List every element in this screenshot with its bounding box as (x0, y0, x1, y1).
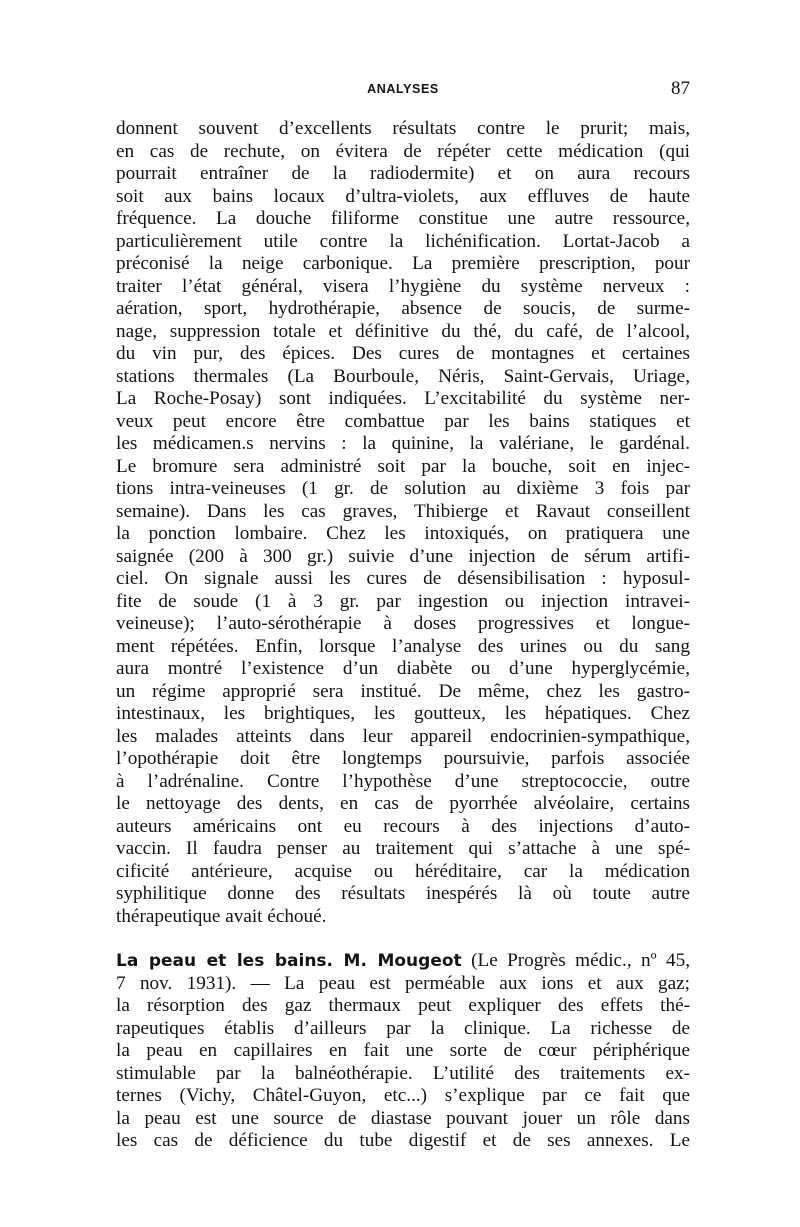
text-line: stimulable par la balnéothérapie. L’utilité des traitements ex- (116, 1062, 690, 1084)
body-text (116, 118, 690, 1153)
text-line: préconisé la neige carbonique. La première prescription, pour (116, 253, 690, 274)
text-line: 7 nov. 1931). — La peau est perméable aux ions et aux gaz; (116, 972, 690, 994)
text-line: rapeutiques établis d’ailleurs par la clinique. La richesse de (116, 1017, 690, 1039)
text-line: aura montré l’existence d’un diabète ou d’une hyperglycémie, (116, 658, 690, 679)
text-line: thérapeutique avait échoué. (116, 905, 327, 927)
text-line: vaccin. Il faudra penser au traitement qui s’attache à une spé- (116, 838, 690, 859)
text-line: la peau est une source de diastase pouvant jouer un rôle dans (116, 1107, 690, 1129)
paragraph-continued (116, 118, 690, 928)
text-line: aération, sport, hydrothérapie, absence de soucis, de surme- (116, 298, 690, 319)
article-heading: La peau et les bains. M. Mougeot (116, 951, 462, 971)
running-title: ANALYSES (367, 82, 439, 96)
text-line: tions intra-veineuses (1 gr. de solution au dixième 3 fois par (116, 478, 690, 499)
text-line: le nettoyage des dents, en cas de pyorrhée alvéolaire, certains (116, 793, 690, 814)
text-line: syphilitique donne des résultats inespérés là où toute autre (116, 883, 690, 904)
text-line: fréquence. La douche filiforme constitue une autre ressource, (116, 208, 690, 229)
paragraph-peau-et-bains (116, 950, 690, 1153)
text-line: les malades atteints dans leur appareil endocrinien-sympathique, (116, 725, 690, 747)
text-line: à l’adrénaline. Contre l’hypothèse d’une streptococcie, outre (116, 770, 690, 792)
article-citation: (Le Progrès médic., nº 45, (471, 950, 690, 971)
text-line: particulièrement utile contre la lichénification. Lortat-Jacob a (116, 230, 690, 252)
text-line: ciel. On signale aussi les cures de désensibilisation : hyposul- (116, 568, 690, 589)
text-line: soit aux bains locaux d’ultra-violets, aux effluves de haute (116, 185, 690, 207)
text-line: veux peut encore être combattue par les bains statiques et (116, 410, 690, 432)
text-line: Le bromure sera administré soit par la bouche, soit en injec- (116, 455, 690, 477)
text-line: la résorption des gaz thermaux peut expliquer des effets thé- (116, 995, 690, 1016)
text-line: en cas de rechute, on évitera de répéter cette médication (qui (116, 140, 690, 162)
text-line: nage, suppression totale et définitive du thé, du café, de l’alcool, (116, 320, 690, 342)
text-line: veineuse); l’auto-sérothérapie à doses progressives et longue- (116, 613, 690, 634)
text-line: semaine). Dans les cas graves, Thibierge et Ravaut conseillent (116, 500, 690, 522)
text-line: traiter l’état général, visera l’hygiène du système nerveux : (116, 275, 690, 297)
text-line: intestinaux, les brightiques, les goutteux, les hépatiques. Chez (116, 703, 690, 724)
text-line: les cas de déficience du tube digestif et de ses annexes. Le (116, 1130, 690, 1151)
text-line: ment répétées. Enfin, lorsque l’analyse des urines ou du sang (116, 635, 690, 657)
text-line: du vin pur, des épices. Des cures de montagnes et certaines (116, 343, 690, 364)
text-line: La Roche-Posay) sont indiquées. L’excitabilité du système ner- (116, 388, 690, 409)
text-line: l’opothérapie doit être longtemps poursuivie, parfois associée (116, 748, 690, 769)
text-line: un régime approprié sera institué. De même, chez les gastro- (116, 680, 690, 702)
text-line: fite de soude (1 à 3 gr. par ingestion ou injection intravei- (116, 590, 690, 612)
page-number: 87 (671, 78, 690, 99)
paragraph-heading-line (116, 950, 690, 973)
text-line: donnent souvent d’excellents résultats contre le prurit; mais, (116, 118, 690, 139)
text-line: la peau en capillaires en fait une sorte de cœur périphérique (116, 1040, 690, 1061)
text-line: stations thermales (La Bourboule, Néris, Saint-Gervais, Uriage, (116, 365, 690, 387)
text-line: les médicamen.s nervins : la quinine, la valériane, le gardénal. (116, 433, 690, 454)
text-line: ternes (Vichy, Châtel-Guyon, etc...) s’explique par ce fait que (116, 1085, 690, 1106)
running-header (116, 78, 690, 100)
text-line: pourrait entraîner de la radiodermite) et on aura recours (116, 163, 690, 184)
text-line: auteurs américains ont eu recours à des injections d’auto- (116, 815, 690, 837)
text-line: saignée (200 à 300 gr.) suivie d’une injection de sérum artifi- (116, 545, 690, 567)
text-line: cificité antérieure, acquise ou héréditaire, car la médication (116, 860, 690, 882)
text-line: la ponction lombaire. Chez les intoxiqués, on pratiquera une (116, 523, 690, 544)
